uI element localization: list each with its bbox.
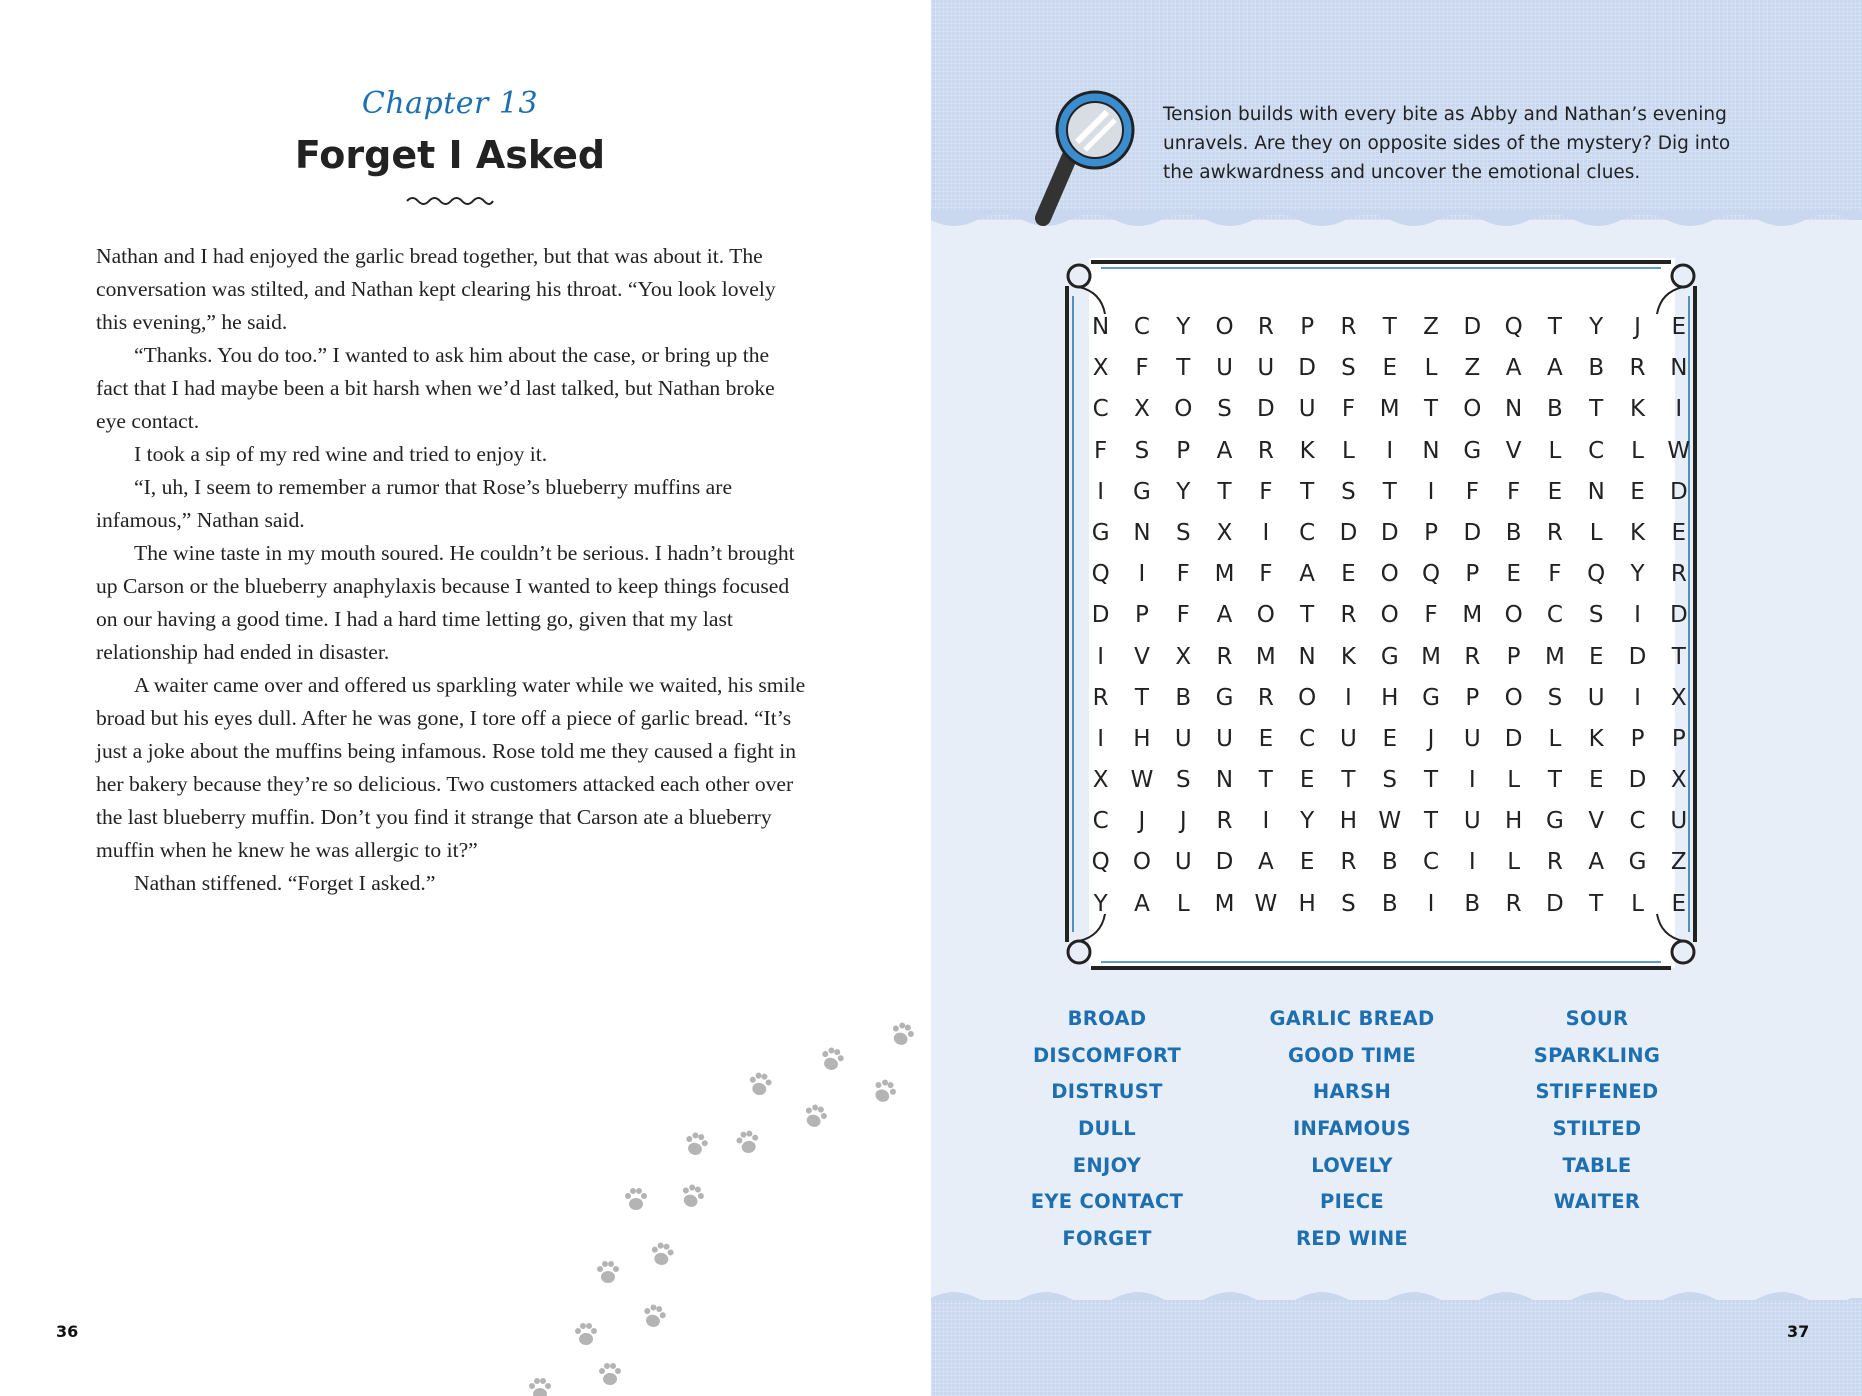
word-list-item: DULL <box>1077 1117 1137 1141</box>
grid-letter[interactable]: G <box>1380 643 1399 670</box>
grid-letter[interactable]: T <box>1176 355 1191 382</box>
word-list-item: GARLIC BREAD <box>1269 1007 1435 1030</box>
grid-letter[interactable]: E <box>1588 767 1604 794</box>
grid-letter[interactable]: F <box>1176 602 1190 629</box>
grid-letter[interactable]: R <box>1257 684 1274 711</box>
paw-print-icon <box>597 1261 619 1283</box>
grid-letter[interactable]: I <box>1386 437 1394 464</box>
grid-letter[interactable]: S <box>1217 396 1232 423</box>
grid-letter[interactable]: E <box>1299 767 1315 794</box>
grid-letter[interactable]: T <box>1300 602 1315 629</box>
paw-print-icon <box>801 1102 829 1130</box>
grid-letter[interactable]: A <box>1299 561 1315 588</box>
grid-letter[interactable]: B <box>1547 396 1563 423</box>
grid-letter[interactable]: J <box>1179 808 1187 835</box>
page-number-left: 36 <box>56 1322 79 1341</box>
grid-letter[interactable]: A <box>1216 602 1233 629</box>
word-list-item: STIFFENED <box>1535 1080 1659 1104</box>
grid-letter[interactable]: Z <box>1670 849 1687 876</box>
grid-letter[interactable]: X <box>1670 767 1687 794</box>
grid-letter[interactable]: L <box>1631 890 1644 917</box>
grid-letter[interactable]: T <box>1382 314 1397 340</box>
grid-letter[interactable]: P <box>1135 602 1149 629</box>
grid-letter[interactable]: R <box>1340 314 1357 340</box>
grid-letter[interactable]: T <box>1547 314 1562 340</box>
grid-letter[interactable]: L <box>1424 355 1438 382</box>
grid-letter[interactable]: D <box>1215 849 1234 876</box>
grid-letter[interactable]: D <box>1504 725 1523 752</box>
grid-letter[interactable]: D <box>1669 602 1688 629</box>
grid-letter[interactable]: E <box>1382 725 1397 752</box>
grid-letter[interactable]: B <box>1381 849 1398 876</box>
grid-letter[interactable]: U <box>1463 725 1481 752</box>
grid-letter[interactable]: C <box>1299 519 1316 546</box>
grid-letter[interactable]: U <box>1670 808 1688 835</box>
grid-letter[interactable]: W <box>1667 437 1691 464</box>
grid-letter[interactable]: A <box>1547 355 1563 382</box>
grid-letter[interactable]: J <box>1138 808 1146 835</box>
word-search-grid <box>1080 309 1699 927</box>
grid-letter[interactable]: U <box>1174 849 1192 876</box>
paw-print-icon <box>625 1188 647 1210</box>
grid-letter[interactable]: U <box>1216 725 1233 752</box>
grid-letter[interactable]: R <box>1546 519 1563 546</box>
grid-letter[interactable]: E <box>1671 314 1687 340</box>
grid-letter[interactable]: R <box>1216 808 1233 835</box>
grid-letter[interactable]: U <box>1216 355 1233 382</box>
grid-letter[interactable]: M <box>1214 890 1235 917</box>
grid-letter[interactable]: C <box>1299 725 1316 752</box>
grid-letter[interactable]: X <box>1175 643 1192 670</box>
grid-letter[interactable]: I <box>1427 890 1435 917</box>
grid-letter[interactable]: B <box>1464 890 1481 917</box>
grid-letter[interactable]: D <box>1628 767 1647 794</box>
grid-letter[interactable]: D <box>1546 890 1564 917</box>
grid-letter[interactable]: V <box>1505 437 1522 464</box>
grid-letter[interactable]: S <box>1175 767 1191 794</box>
grid-letter[interactable]: H <box>1133 725 1151 752</box>
grid-letter[interactable]: P <box>1465 561 1480 588</box>
word-list-column-1 <box>987 1006 1227 1263</box>
grid-letter[interactable]: L <box>1176 890 1190 917</box>
paw-print-icon <box>683 1131 710 1158</box>
grid-letter[interactable]: F <box>1341 396 1356 423</box>
grid-letter[interactable]: R <box>1340 602 1357 629</box>
chapter-body <box>96 240 806 900</box>
grid-letter[interactable]: I <box>1345 684 1352 711</box>
grid-letter[interactable]: T <box>1547 767 1562 794</box>
grid-letter[interactable]: U <box>1174 725 1192 752</box>
chapter-label: Chapter 13 <box>361 86 539 121</box>
grid-letter[interactable]: M <box>1214 561 1235 588</box>
grid-letter[interactable]: O <box>1504 684 1523 711</box>
grid-letter[interactable]: C <box>1629 808 1646 835</box>
grid-letter[interactable]: P <box>1300 314 1315 340</box>
word-list-column-2 <box>1232 1006 1472 1263</box>
grid-letter[interactable]: K <box>1629 396 1646 423</box>
grid-letter[interactable]: P <box>1630 725 1645 752</box>
paragraph: “I, uh, I seem to remember a rumor that Rose’s blueberry muffins are infamous,” Nathan said. <box>96 475 733 532</box>
grid-letter[interactable]: S <box>1341 478 1356 505</box>
grid-letter[interactable]: I <box>1262 808 1270 835</box>
grid-letter[interactable]: R <box>1340 849 1357 876</box>
grid-letter[interactable]: P <box>1424 519 1438 546</box>
grid-letter[interactable]: V <box>1134 643 1150 670</box>
grid-letter[interactable]: Q <box>1421 561 1441 588</box>
grid-letter[interactable]: E <box>1671 890 1687 917</box>
word-list-item: EYE CONTACT <box>1030 1190 1184 1214</box>
grid-letter[interactable]: E <box>1671 519 1687 546</box>
grid-letter[interactable]: B <box>1381 890 1398 917</box>
grid-letter[interactable]: A <box>1505 355 1522 382</box>
page-number-right: 37 <box>1787 1322 1810 1341</box>
chapter-title: Forget I Asked <box>294 133 606 177</box>
word-list-item: ENJOY <box>1072 1153 1142 1177</box>
word-list-item: PIECE <box>1320 1190 1384 1214</box>
grid-letter[interactable]: U <box>1587 684 1605 711</box>
grid-letter[interactable]: U <box>1298 396 1316 423</box>
grid-letter[interactable]: S <box>1547 684 1563 711</box>
grid-letter[interactable]: T <box>1217 478 1232 505</box>
grid-letter[interactable]: O <box>1132 849 1151 876</box>
grid-letter[interactable]: Y <box>1176 314 1191 340</box>
grid-letter[interactable]: E <box>1258 725 1274 752</box>
grid-letter[interactable]: F <box>1424 602 1438 629</box>
paragraph: A waiter came over and offered us sparkling water while we waited, his smile broad but his eyes dull. After he was gone, I tore off a piece of garlic bread. “It’s just a joke about the muffins being infamous. Rose told me they caused a fight in her bakery because they’re so delicious. Two customers attacked each other over the last blueberry muffin. Don’t you find it strange that Carson ate a blueberry muffin when he knew he was allergic to it?” <box>96 673 806 862</box>
grid-letter[interactable]: M <box>1379 396 1400 423</box>
word-list-item: LOVELY <box>1311 1153 1393 1177</box>
grid-letter[interactable]: L <box>1548 725 1562 752</box>
paw-print-icon <box>735 1129 760 1154</box>
grid-letter[interactable]: J <box>1427 725 1435 752</box>
grid-letter[interactable]: Y <box>1093 890 1108 917</box>
grid-letter[interactable]: K <box>1299 437 1315 464</box>
grid-letter[interactable]: Q <box>1587 561 1606 588</box>
word-list-item: STILTED <box>1552 1117 1642 1141</box>
puzzle-intro: Tension builds with every bite as Abby and Nathan’s evening unravels. Are they on opposite sides of the mystery? Dig into the awkwardness and uncover the emotional clues. <box>1163 104 1731 183</box>
paw-print-icon <box>641 1303 668 1330</box>
grid-letter[interactable]: R <box>1505 890 1522 917</box>
grid-letter[interactable]: S <box>1341 355 1356 382</box>
paragraph: I took a sip of my red wine and tried to enjoy it. <box>134 442 548 466</box>
grid-letter[interactable]: A <box>1134 890 1150 917</box>
grid-letter[interactable]: N <box>1670 355 1688 382</box>
grid-letter[interactable]: I <box>1097 643 1105 670</box>
grid-letter[interactable]: S <box>1175 519 1191 546</box>
paw-print-icon <box>575 1323 597 1345</box>
grid-letter[interactable]: O <box>1380 561 1399 588</box>
grid-letter[interactable]: O <box>1174 396 1193 423</box>
grid-letter[interactable]: R <box>1629 355 1646 382</box>
grid-letter[interactable]: C <box>1092 808 1109 835</box>
grid-letter[interactable]: E <box>1299 849 1315 876</box>
grid-letter[interactable]: E <box>1588 643 1604 670</box>
grid-letter[interactable]: P <box>1176 437 1191 464</box>
grid-letter[interactable]: U <box>1340 725 1357 752</box>
grid-letter[interactable]: E <box>1630 478 1645 505</box>
grid-letter[interactable]: T <box>1300 478 1315 505</box>
grid-letter[interactable]: I <box>1468 767 1476 794</box>
grid-letter[interactable]: K <box>1588 725 1604 752</box>
grid-letter[interactable]: Q <box>1091 561 1110 588</box>
paw-print-icon <box>678 1182 706 1210</box>
grid-letter[interactable]: D <box>1628 643 1647 670</box>
paragraph: The wine taste in my mouth soured. He couldn’t be serious. I hadn’t brought up Carson or the blueberry anaphylaxis because I wanted to keep things focused on our having a good time. I had a hard time letting go, given that my last relationship had ended in disaster. <box>96 541 795 664</box>
grid-letter[interactable]: C <box>1546 602 1563 629</box>
grid-letter[interactable]: T <box>1134 684 1149 711</box>
grid-letter[interactable]: D <box>1298 355 1316 382</box>
grid-letter[interactable]: F <box>1135 355 1149 382</box>
grid-letter[interactable]: Z <box>1464 355 1481 382</box>
paragraph: “Thanks. You do too.” I wanted to ask him about the case, or bring up the fact that I had maybe been a bit harsh when we’d last talked, but Nathan broke eye contact. <box>96 343 775 433</box>
grid-letter[interactable]: I <box>1468 849 1476 876</box>
paragraph: Nathan and I had enjoyed the garlic bread together, but that was about it. The conversation was stilted, and Nathan kept clearing his throat. “You look lovely this evening,” he said. <box>96 244 776 334</box>
grid-letter[interactable]: C <box>1092 396 1109 423</box>
grid-letter[interactable]: H <box>1504 808 1523 835</box>
grid-letter[interactable]: H <box>1339 808 1358 835</box>
word-list-item: GOOD TIME <box>1287 1043 1417 1067</box>
grid-letter[interactable]: D <box>1256 396 1275 423</box>
word-list-item: INFAMOUS <box>1292 1117 1411 1141</box>
grid-letter[interactable]: I <box>1138 561 1146 588</box>
word-list-item: DISTRUST <box>1051 1080 1163 1104</box>
grid-letter[interactable]: T <box>1258 767 1273 794</box>
grid-letter[interactable]: I <box>1634 684 1641 711</box>
grid-letter[interactable]: R <box>1670 561 1687 588</box>
paw-print-icon <box>888 1020 916 1048</box>
grid-letter[interactable]: D <box>1380 519 1399 546</box>
paw-print-icon <box>819 1046 846 1073</box>
grid-letter[interactable]: T <box>1423 767 1439 794</box>
grid-letter[interactable]: P <box>1506 643 1521 670</box>
grid-letter[interactable]: L <box>1342 437 1355 464</box>
grid-letter[interactable]: R <box>1257 314 1274 340</box>
grid-letter[interactable]: X <box>1092 355 1109 382</box>
grid-letter[interactable]: V <box>1588 808 1605 835</box>
grid-letter[interactable]: E <box>1382 355 1397 382</box>
grid-letter[interactable]: D <box>1669 478 1688 505</box>
grid-letter[interactable]: G <box>1463 437 1482 464</box>
grid-letter[interactable]: Q <box>1091 849 1110 876</box>
magnifying-glass-icon <box>1033 86 1143 232</box>
grid-letter[interactable]: X <box>1092 767 1109 794</box>
grid-letter[interactable]: B <box>1505 519 1522 546</box>
grid-letter[interactable]: R <box>1216 643 1233 670</box>
paw-print-icon <box>599 1363 621 1385</box>
grid-letter[interactable]: U <box>1463 808 1481 835</box>
grid-letter[interactable]: W <box>1378 808 1402 835</box>
word-list-item: TABLE <box>1562 1153 1632 1177</box>
bottom-hatched-band <box>931 1300 1862 1396</box>
grid-letter[interactable]: X <box>1134 396 1150 423</box>
word-list-item: SOUR <box>1565 1007 1629 1030</box>
grid-letter[interactable]: T <box>1423 396 1439 423</box>
grid-letter[interactable]: L <box>1507 849 1521 876</box>
grid-letter[interactable]: T <box>1382 478 1397 505</box>
grid-letter[interactable]: M <box>1255 643 1276 670</box>
grid-letter[interactable]: Y <box>1176 478 1191 505</box>
grid-letter[interactable]: W <box>1254 890 1278 917</box>
grid-letter[interactable]: P <box>1671 725 1686 752</box>
grid-letter[interactable]: O <box>1256 602 1275 629</box>
grid-letter[interactable]: F <box>1259 561 1273 588</box>
grid-letter[interactable]: W <box>1130 767 1154 794</box>
grid-letter[interactable]: E <box>1506 561 1521 588</box>
grid-letter[interactable]: I <box>1634 602 1641 629</box>
grid-letter[interactable]: O <box>1298 684 1317 711</box>
grid-letter[interactable]: H <box>1298 890 1316 917</box>
grid-letter[interactable]: S <box>1341 890 1356 917</box>
grid-letter[interactable]: M <box>1421 643 1441 670</box>
grid-letter[interactable]: D <box>1463 314 1482 340</box>
grid-letter[interactable]: T <box>1589 396 1604 423</box>
grid-letter[interactable]: B <box>1175 684 1192 711</box>
grid-letter[interactable]: C <box>1588 437 1605 464</box>
grid-letter[interactable]: H <box>1381 684 1399 711</box>
paw-print-icon <box>529 1378 551 1396</box>
grid-letter[interactable]: X <box>1670 684 1687 711</box>
grid-letter[interactable]: N <box>1587 478 1605 505</box>
grid-letter[interactable]: U <box>1257 355 1275 382</box>
paragraph: Nathan stiffened. “Forget I asked.” <box>134 871 436 895</box>
grid-letter[interactable]: G <box>1091 519 1110 546</box>
grid-letter[interactable]: N <box>1092 314 1110 340</box>
grid-letter[interactable]: O <box>1215 314 1234 340</box>
grid-letter[interactable]: R <box>1464 643 1481 670</box>
grid-letter[interactable]: S <box>1588 602 1604 629</box>
grid-letter[interactable]: D <box>1463 519 1482 546</box>
grid-letter[interactable]: F <box>1094 437 1108 464</box>
word-list-item: DISCOMFORT <box>1032 1043 1182 1067</box>
grid-letter[interactable]: F <box>1548 561 1562 588</box>
grid-letter[interactable]: X <box>1216 519 1233 546</box>
paw-print-icon <box>747 1071 772 1096</box>
grid-letter[interactable]: T <box>1341 767 1356 794</box>
grid-letter[interactable]: C <box>1422 849 1440 876</box>
grid-letter[interactable]: M <box>1462 602 1483 629</box>
grid-letter[interactable]: N <box>1133 519 1151 546</box>
grid-letter[interactable]: G <box>1215 684 1234 711</box>
grid-letter[interactable]: R <box>1257 437 1274 464</box>
paw-print-icon <box>649 1241 674 1266</box>
grid-letter[interactable]: Y <box>1589 314 1604 340</box>
grid-letter[interactable]: C <box>1133 314 1150 340</box>
grid-letter[interactable]: P <box>1465 684 1480 711</box>
grid-letter[interactable]: T <box>1671 643 1686 670</box>
grid-letter[interactable]: L <box>1548 437 1562 464</box>
grid-letter[interactable]: N <box>1298 643 1316 670</box>
paw-print-icon <box>870 1076 899 1105</box>
grid-letter[interactable]: F <box>1507 478 1521 505</box>
grid-letter[interactable]: T <box>1423 808 1439 835</box>
grid-letter[interactable]: I <box>1097 725 1105 752</box>
word-list-item: HARSH <box>1312 1080 1392 1104</box>
grid-letter[interactable]: O <box>1463 396 1482 423</box>
grid-letter[interactable]: F <box>1259 478 1273 505</box>
grid-letter[interactable]: A <box>1257 849 1274 876</box>
word-list-item: FORGET <box>1062 1227 1152 1251</box>
grid-letter[interactable]: O <box>1504 602 1523 629</box>
grid-letter[interactable]: S <box>1382 767 1398 794</box>
grid-letter[interactable]: N <box>1215 767 1234 794</box>
grid-letter[interactable]: D <box>1339 519 1358 546</box>
grid-letter[interactable]: K <box>1340 643 1356 670</box>
grid-letter[interactable]: Q <box>1504 314 1523 340</box>
grid-letter[interactable]: I <box>1675 396 1683 423</box>
grid-letter[interactable]: R <box>1092 684 1109 711</box>
grid-letter[interactable]: T <box>1589 890 1604 917</box>
word-list-column-3 <box>1477 1006 1717 1226</box>
grid-letter[interactable]: B <box>1588 355 1605 382</box>
grid-letter[interactable]: Y <box>1630 561 1645 588</box>
grid-letter[interactable]: J <box>1634 314 1641 340</box>
grid-letter[interactable]: A <box>1216 437 1233 464</box>
grid-letter[interactable]: G <box>1628 849 1647 876</box>
grid-letter[interactable]: K <box>1629 519 1646 546</box>
grid-letter[interactable]: R <box>1546 849 1563 876</box>
grid-letter[interactable]: F <box>1176 561 1190 588</box>
grid-letter[interactable]: A <box>1588 849 1605 876</box>
grid-letter[interactable]: E <box>1547 478 1563 505</box>
grid-letter[interactable]: G <box>1133 478 1151 505</box>
grid-letter[interactable]: O <box>1380 602 1399 629</box>
word-list-item: SPARKLING <box>1533 1043 1661 1067</box>
grid-letter[interactable]: N <box>1422 437 1440 464</box>
grid-letter[interactable]: G <box>1422 684 1440 711</box>
grid-letter[interactable]: G <box>1546 808 1564 835</box>
grid-letter[interactable]: L <box>1631 437 1644 464</box>
grid-letter[interactable]: L <box>1589 519 1603 546</box>
grid-letter[interactable]: F <box>1465 478 1479 505</box>
grid-letter[interactable]: Y <box>1300 808 1315 835</box>
grid-letter[interactable]: N <box>1505 396 1523 423</box>
grid-letter[interactable]: S <box>1134 437 1150 464</box>
word-list-item: BROAD <box>1067 1007 1147 1030</box>
grid-letter[interactable]: E <box>1341 561 1356 588</box>
grid-letter[interactable]: L <box>1507 767 1521 794</box>
word-list-item: RED WINE <box>1295 1227 1409 1251</box>
grid-letter[interactable]: I <box>1427 478 1435 505</box>
grid-letter[interactable]: I <box>1097 478 1105 505</box>
grid-letter[interactable]: I <box>1262 519 1270 546</box>
grid-letter[interactable]: Z <box>1423 314 1439 340</box>
grid-letter[interactable]: D <box>1091 602 1110 629</box>
title-squiggle-divider <box>405 194 495 208</box>
word-list-item: WAITER <box>1553 1190 1641 1214</box>
grid-letter[interactable]: M <box>1544 643 1565 670</box>
